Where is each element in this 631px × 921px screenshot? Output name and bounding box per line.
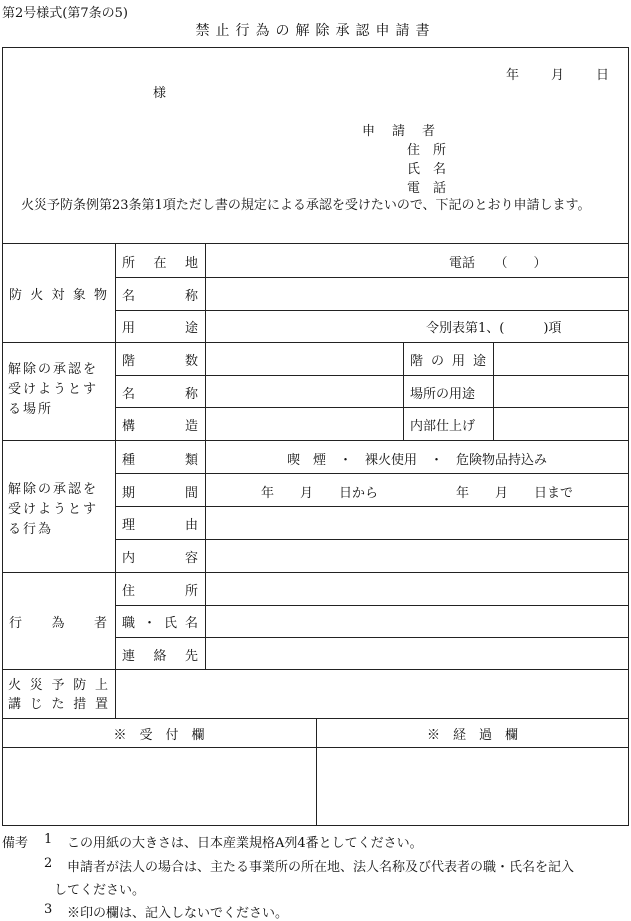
row-label-reason: 理 由 [122,518,198,533]
row-label-floors: 階 数 [122,354,198,369]
progress-column-label: ※ 経 過 欄 [426,728,518,743]
row-label-actor-contact: 連 絡 先 [122,649,198,664]
row-label-place-name: 名 称 [122,387,198,402]
date-day: 日 [596,68,610,83]
row-label-floor-usage: 階 の 用 途 [410,354,486,369]
reception-column-label: ※ 受 付 欄 [113,728,205,743]
note-number: 1 [44,832,53,847]
row-label-interior-finish: 内部仕上げ [410,419,476,434]
row-label-structure: 構 造 [122,419,198,434]
addressee: 様 [153,86,167,101]
applicant-label: 申 請 者 [362,124,438,139]
act-period: 年 月 日から 年 月 日まで [260,486,573,501]
row-label-actor-name: 職 ・ 氏 名 [122,616,198,631]
note-number: 3 [44,902,53,917]
fire-target-phone: 電話 （ ） [449,256,547,271]
name-label: 氏 名 [407,162,447,177]
row-label-period: 期 間 [122,486,198,501]
fire-target-section-label: 防 火 対 象 物 [9,288,107,303]
address-label: 住 所 [407,143,447,158]
row-label-content: 内 容 [122,551,198,566]
act-section-label: 解除の承認を 受けようとす る行為 [8,482,99,537]
row-label-usage: 用 途 [122,321,198,336]
row-label-location: 所 在 地 [122,256,198,271]
row-label-kind: 種 類 [122,453,198,468]
row-label-actor-address: 住 所 [122,584,198,599]
note-text: 申請者が法人の場合は、主たる事業所の所在地、法人名称及び代表者の職・氏名を記入 [67,860,575,875]
note-number: 2 [44,856,53,871]
row-label-place-usage: 場所の用途 [410,387,476,402]
date-month: 月 [551,68,565,83]
phone-label: 電 話 [407,181,447,196]
notes-heading: 備考 [2,836,29,851]
note-text: この用紙の大きさは、日本産業規格A列4番としてください。 [67,836,423,851]
application-statement: 火災予防条例第23条第1項ただし書の規定による承認を受けたいので、下記のとおり申請します。 [21,198,591,213]
act-kind-options: 喫 煙 ・ 裸火使用 ・ 危険物品持込み [286,453,547,468]
note-text: ※印の欄は、記入しないでください。 [67,906,289,921]
note-text-continued: してください。 [54,883,146,898]
measures-label: 火 災 予 防 上 講 じ た 措 置 [8,678,108,712]
location-section-label: 解除の承認を 受けようとす る場所 [8,362,99,417]
date-year: 年 [506,68,520,83]
actor-section-label: 行 為 者 [9,616,107,631]
fire-target-usage-class: 令別表第1、( )項 [426,321,562,336]
row-label-name: 名 称 [122,289,198,304]
form-number: 第2号様式(第7条の5) [2,6,128,21]
form-title: 禁止行為の解除承認申請書 [195,23,436,39]
